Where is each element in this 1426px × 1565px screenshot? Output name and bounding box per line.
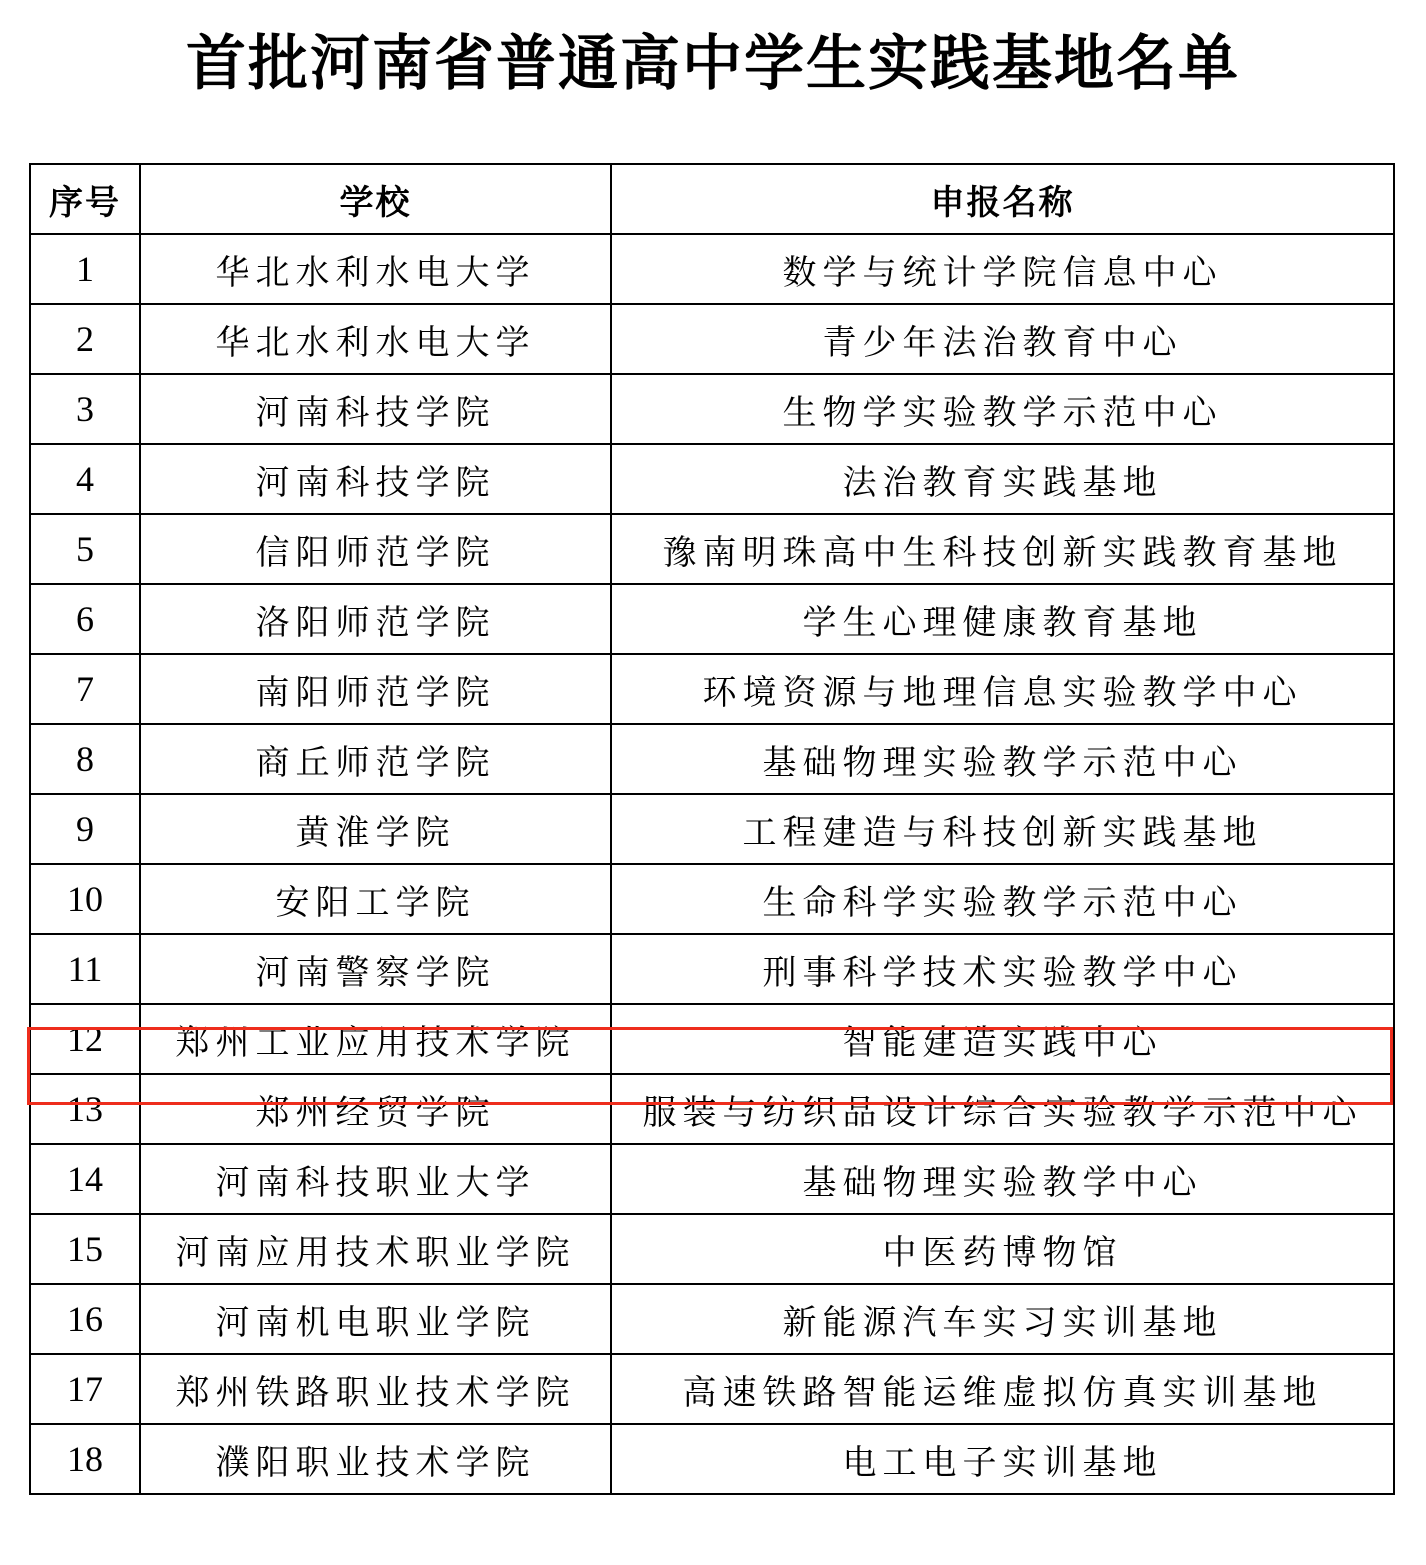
row-no: 15 <box>30 1214 140 1284</box>
row-name: 法治教育实践基地 <box>611 444 1394 514</box>
row-no: 12 <box>30 1004 140 1074</box>
table-row <box>30 1214 1394 1284</box>
row-name: 生物学实验教学示范中心 <box>611 374 1394 444</box>
table-row <box>30 1144 1394 1214</box>
row-name: 学生心理健康教育基地 <box>611 584 1394 654</box>
row-name: 生命科学实验教学示范中心 <box>611 864 1394 934</box>
row-no: 11 <box>30 934 140 1004</box>
row-no: 1 <box>30 234 140 304</box>
table-header-row <box>30 164 1394 234</box>
row-name: 电工电子实训基地 <box>611 1424 1394 1494</box>
table-row <box>30 864 1394 934</box>
row-no: 9 <box>30 794 140 864</box>
row-no: 17 <box>30 1354 140 1424</box>
row-school: 安阳工学院 <box>140 864 611 934</box>
table-row <box>30 304 1394 374</box>
row-no: 7 <box>30 654 140 724</box>
row-name: 中医药博物馆 <box>611 1214 1394 1284</box>
base-list-table <box>29 163 1395 1495</box>
row-no: 14 <box>30 1144 140 1214</box>
row-no: 10 <box>30 864 140 934</box>
row-no: 18 <box>30 1424 140 1494</box>
row-school: 南阳师范学院 <box>140 654 611 724</box>
row-no: 2 <box>30 304 140 374</box>
table-row <box>30 654 1394 724</box>
row-school: 信阳师范学院 <box>140 514 611 584</box>
row-no: 4 <box>30 444 140 514</box>
document-title: 首批河南省普通高中学生实践基地名单 <box>186 29 1240 99</box>
row-no: 13 <box>30 1074 140 1144</box>
row-name: 豫南明珠高中生科技创新实践教育基地 <box>611 514 1394 584</box>
row-no: 6 <box>30 584 140 654</box>
table-row <box>30 1424 1394 1494</box>
table-row-highlighted <box>30 1004 1394 1074</box>
row-name: 基础物理实验教学中心 <box>611 1144 1394 1214</box>
row-school: 河南科技学院 <box>140 444 611 514</box>
row-name: 青少年法治教育中心 <box>611 304 1394 374</box>
row-school: 商丘师范学院 <box>140 724 611 794</box>
header-name: 申报名称 <box>611 164 1394 234</box>
row-school: 濮阳职业技术学院 <box>140 1424 611 1494</box>
table-row <box>30 794 1394 864</box>
row-school: 河南警察学院 <box>140 934 611 1004</box>
row-school: 郑州经贸学院 <box>140 1074 611 1144</box>
table-row <box>30 584 1394 654</box>
row-school: 河南科技学院 <box>140 374 611 444</box>
row-name: 刑事科学技术实验教学中心 <box>611 934 1394 1004</box>
row-name: 服装与纺织品设计综合实验教学示范中心 <box>611 1074 1394 1144</box>
row-name: 智能建造实践中心 <box>611 1004 1394 1074</box>
table-row <box>30 934 1394 1004</box>
row-no: 5 <box>30 514 140 584</box>
header-school: 学校 <box>140 164 611 234</box>
row-name: 基础物理实验教学示范中心 <box>611 724 1394 794</box>
table-row <box>30 444 1394 514</box>
row-school: 洛阳师范学院 <box>140 584 611 654</box>
row-name: 高速铁路智能运维虚拟仿真实训基地 <box>611 1354 1394 1424</box>
table-row <box>30 1354 1394 1424</box>
row-name: 新能源汽车实习实训基地 <box>611 1284 1394 1354</box>
row-name: 环境资源与地理信息实验教学中心 <box>611 654 1394 724</box>
row-school: 华北水利水电大学 <box>140 304 611 374</box>
row-school: 河南应用技术职业学院 <box>140 1214 611 1284</box>
row-school: 河南机电职业学院 <box>140 1284 611 1354</box>
row-no: 16 <box>30 1284 140 1354</box>
row-school: 郑州铁路职业技术学院 <box>140 1354 611 1424</box>
row-no: 8 <box>30 724 140 794</box>
row-school: 郑州工业应用技术学院 <box>140 1004 611 1074</box>
table-row <box>30 724 1394 794</box>
table-row <box>30 1074 1394 1144</box>
row-name: 数学与统计学院信息中心 <box>611 234 1394 304</box>
row-school: 华北水利水电大学 <box>140 234 611 304</box>
row-no: 3 <box>30 374 140 444</box>
header-no: 序号 <box>30 164 140 234</box>
table-row <box>30 1284 1394 1354</box>
row-school: 河南科技职业大学 <box>140 1144 611 1214</box>
table-row <box>30 234 1394 304</box>
table-row <box>30 374 1394 444</box>
row-school: 黄淮学院 <box>140 794 611 864</box>
row-name: 工程建造与科技创新实践基地 <box>611 794 1394 864</box>
table-row <box>30 514 1394 584</box>
